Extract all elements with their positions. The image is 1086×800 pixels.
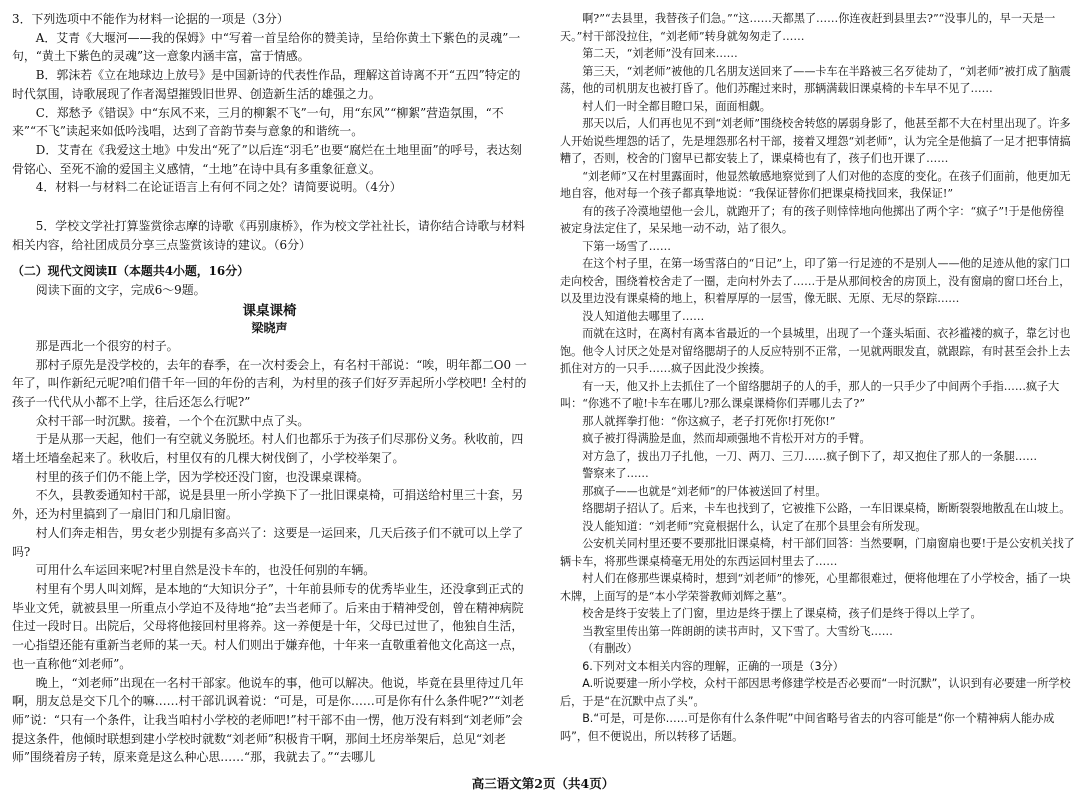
left-column: [12, 10, 527, 767]
paragraph: 可用什么车运回来呢?村里自然是没卡车的，也没任何别的车辆。: [35, 563, 376, 578]
paragraph: 公安机关同村里还要不要那批旧课桌椅，村干部们回答：当然要啊，门扇窗扇也要!于是公安机关找了辆卡车，将那些课桌椅毫无用处的东西运回村里去了……: [560, 537, 1075, 568]
paragraph: 对方急了，拔出刀子扎他，一刀、两刀、三刀……疯子倒下了，却又抱住了那人的一条腿……: [582, 449, 1038, 463]
paragraph: 有一天，他又扑上去抓住了一个留络腮胡子的人的手，那人的一只手少了中间两个手指……疯子大叫：“你逃不了啦!卡车在哪儿?那么课桌课椅你们弄哪儿去了?”: [560, 379, 1060, 410]
paragraph: 在这个村子里，在第一场雪落白的“日记”上，印了第一行足迹的不是别人——他的足迹从他的家门口走向校舍，围绕着校舍走了一圈，走向村外去了……于是从那间校舍的房顶上，没有窗扇的窗口坯台上，以及里边没有课桌椅的地上，积着厚厚的一层雪，像无眠、无原、无尽的祭踪……: [560, 257, 1071, 305]
paragraph: 村里有个男人叫刘辉，是本地的“大知识分子”，十年前县师专的优秀毕业生，还没拿到正式的毕业文凭，就被县里一所重点小学迫不及待地“抢”去当老师了。后来由于精神受创，曾在精神病院住过一段时日。出院后，父母将他接回村里将养。这一养便是十年，父母已过世了，他独自生活，一心指望还能有重新当老师的某一天。村人们则出于嫌弃他，十年来一直敬重着他文化高这一点，也一直称他“刘老师”。: [12, 581, 524, 671]
paragraph: “刘老师”又在村里露面时，他显然敏感地察觉到了人们对他的态度的变化。在孩子们面前，他更加无地自容，他对每一个孩子都真挚地说：“我保证替你们把课桌椅找回来，我保证!”: [560, 169, 1071, 200]
question-3: 3．下列选项中不能作为材料一论据的一项是（3分）: [12, 12, 289, 26]
page-footer: 高三语文第2页（共4页）: [471, 776, 615, 791]
paragraph: 第三天，“刘老师”被他的几名朋友送回来了——卡车在半路被三名歹徒劫了，“刘老师”被打成了脑震荡，他的司机朋友也被打昏了。他们苏醒过来时，那辆满载旧课桌椅的卡车早不见了……: [560, 64, 1071, 95]
paragraph: 晚上，“刘老师”出现在一名村干部家。他说车的事，他可以解决。他说，毕竟在县里待过几年啊，朋友总是交下几个的嘛……村干部讥讽着说：“可是，可是你……可是你有什么条件呢?”“刘老师”说：“只有一个条件，让我当咱村小学校的老师吧!”村干部不由一愣，他万没有料到“刘老师”会提这条件，他倾时联想到建小学校时就数“刘老师”积极肯干啊，那间土坯房举架后，总见“刘老师”围绕着房子转，原来竟是这么种心思……“那，我就去了。”“去哪儿: [12, 675, 525, 765]
paragraph: 下第一场雪了……: [582, 239, 671, 253]
option-d: D．艾青在《我爱这土地》中发出“死了”以后连“羽毛”也要“腐烂在土地里面”的呼号，表达刻骨铭心、至死不渝的爱国主义感情，“土地”在诗中具有多重象征意义。: [12, 142, 522, 176]
paragraph: 第二天，“刘老师”没有回来……: [582, 47, 738, 60]
paragraph: 没人知道他去哪里了……: [582, 309, 705, 323]
paragraph: 校舍是终于安装上了门窗，里边是终于摆上了课桌椅，孩子们是终于得以上学了。: [582, 607, 982, 620]
section-heading: （二）现代文阅读Ⅱ（本题共4小题，16分）: [12, 264, 249, 279]
question-5: 5．学校文学社打算鉴赏徐志摩的诗歌《再别康桥》，作为校文学社社长，请你结合诗歌与材料相关内容，给社团成员分享三点鉴赏该诗的建议。（6分）: [12, 219, 525, 252]
right-column: [560, 10, 1075, 745]
paragraph: 警察来了……: [582, 467, 649, 480]
paragraph: 于是从那一天起，他们一有空就义务脱坯。村人们也都乐于为孩子们尽那份义务。秋收前，四堵土坯墙垒起来了。秋收后，村里仅有的几棵大树伐倒了，小学校举架了。: [12, 432, 524, 466]
question-4: 4．材料一与材料二在论证语言上有何不同之处？请简要说明。（4分）: [35, 180, 402, 195]
paragraph: 有的孩子冷漠地望他一会儿，就跑开了；有的孩子则悻悻地向他掷出了两个字：“疯子”!于是他傍徨被定身法定住了，呆呆地一动不动，站了很久。: [560, 204, 1064, 235]
paragraph: 那天以后，人们再也见不到“刘老师”围绕校舍转悠的孱弱身影了，他甚至都不大在村里出现了。许多人开始说些埋怨的话了，先是埋怨那名村干部，接着又埋怨“刘老师”，认为完全是他搞了一足才把事情搞糟了，否则，校舍的门窗早已都安装上了，课桌椅也有了，孩子们也开课了……: [560, 117, 1071, 165]
paragraph: 而就在这时，在离村有离本省最近的一个县城里，出现了一个蓬头垢面、衣衫褴褛的疯子，靠乞讨也饱。他令人讨厌之处是对留络腮胡子的人反应特别不正常，一见就两眼发直，就跟踪，有时甚至会扑上去抓住对方的一只手……疯子因此没少挨揍。: [560, 327, 1071, 375]
paragraph: 络腮胡子招认了。后来，卡车也找到了，它被推下公路，一车旧课桌椅，断断裂裂地散乱在山坡上。: [582, 502, 1071, 515]
paragraph: 村人们一时全都目瞪口呆，面面相觑。: [582, 99, 771, 113]
option-c: C．郑愁予《错误》中“东风不来，三月的柳絮不飞”一句，用“东风”“柳絮”营造氛围，“不来”“不飞”读起来如低吟浅唱，达到了音韵节奏与意象的和谐统一。: [12, 105, 504, 139]
paragraph: 当教室里传出第一阵朗朗的读书声时，又下雪了。大雪纷飞……: [582, 624, 893, 638]
paragraph: 村里的孩子们仍不能上学，因为学校还没门窗，也没课桌课椅。: [35, 469, 369, 484]
option-a: A．艾青《大堰河——我的保姆》中“写着一首呈给你的赞美诗，呈给你黄土下紫色的灵魂”一句，“黄土下紫色的灵魂”这一意象内涵丰富，富于情感。: [12, 30, 521, 64]
paragraph: 不久，县教委通知村干部，说是县里一所小学换下了一批旧课桌椅，可捐送给村里三十套，另外，还为村里搞到了一扇旧门和几扇旧窗。: [12, 488, 524, 522]
question-6: 6.下列对文本相关内容的理解，正确的一项是（3分）: [582, 659, 844, 673]
paragraph: 疯子被打得满脸是血，然而却顽强地不肯松开对方的手臂。: [582, 432, 871, 445]
passage-title: 课桌课椅: [242, 302, 297, 319]
option-6a: A.听说要建一所小学校，众村干部因思考修建学校是否必要而“一时沉默”，认识到有必要建一所学校后，于是“在沉默中点了头”。: [560, 677, 1071, 708]
excerpt-note: （有删改）: [582, 642, 638, 655]
paragraph: 村人们在修那些课桌椅时，想到“刘老师”的惨死，心里都很难过，便将他埋在了小学校舍，插了一块木牌，上面写的是“本小学荣誉教师刘辉之墓”。: [560, 572, 1071, 603]
paragraph: 啊?”“去县里，我替孩子们急。”“这……天都黑了……你连夜赶到县里去?”“没事儿的，早一天是一天。”村干部没拉住，“刘老师”转身就匆匆走了……: [560, 12, 1056, 43]
passage-paragraphs-left: [12, 337, 527, 767]
passage-author: 梁晓声: [251, 320, 288, 335]
paragraph: 那是西北一个很穷的村子。: [35, 338, 179, 353]
option-6b: B.“可是，可是你……可是你有什么条件呢”中间省略号省去的内容可能是“你一个精神病人能办成吗”，但不便说出，所以转移了话题。: [560, 712, 1055, 743]
paragraph: 那疯子——也就是“刘老师”的尸体被送回了村里。: [582, 484, 827, 498]
instruction: 阅读下面的文字，完成6～9题。: [35, 283, 206, 298]
paragraph: 那人就挥拳打他：“你这疯子，老子打死你!打死你!”: [582, 414, 836, 428]
passage-paragraphs-right: [560, 10, 1075, 640]
paragraph: 众村干部一时沉默。接着，一个个在沉默中点了头。: [35, 413, 310, 428]
paragraph: 村人们奔走相告，男女老少别提有多高兴了：这要是一运回来，几天后孩子们不就可以上学了吗?: [12, 525, 524, 559]
paragraph: 没人能知道：“刘老师”究竟根据什么，认定了在那个县里会有所发现。: [582, 519, 927, 533]
option-b: B．郭沫若《立在地球边上放号》是中国新诗的代表性作品，理解这首诗离不开“五四”特定的时代氛围，诗歌展现了作者渴望摧毁旧世界、创造新生活的雄强之力。: [12, 68, 521, 101]
paragraph: 那村子原先是没学校的，去年的春季，在一次村委会上，有名村干部说：“唉，明年都二O0 一年了，叫作新纪元呢?咱们借千年一回的年份的吉利，为村里的孩子们好歹弄起所小学校吧! 全村的孩子一代代从小都不上学，往后还怎么行呢?”: [12, 357, 527, 409]
